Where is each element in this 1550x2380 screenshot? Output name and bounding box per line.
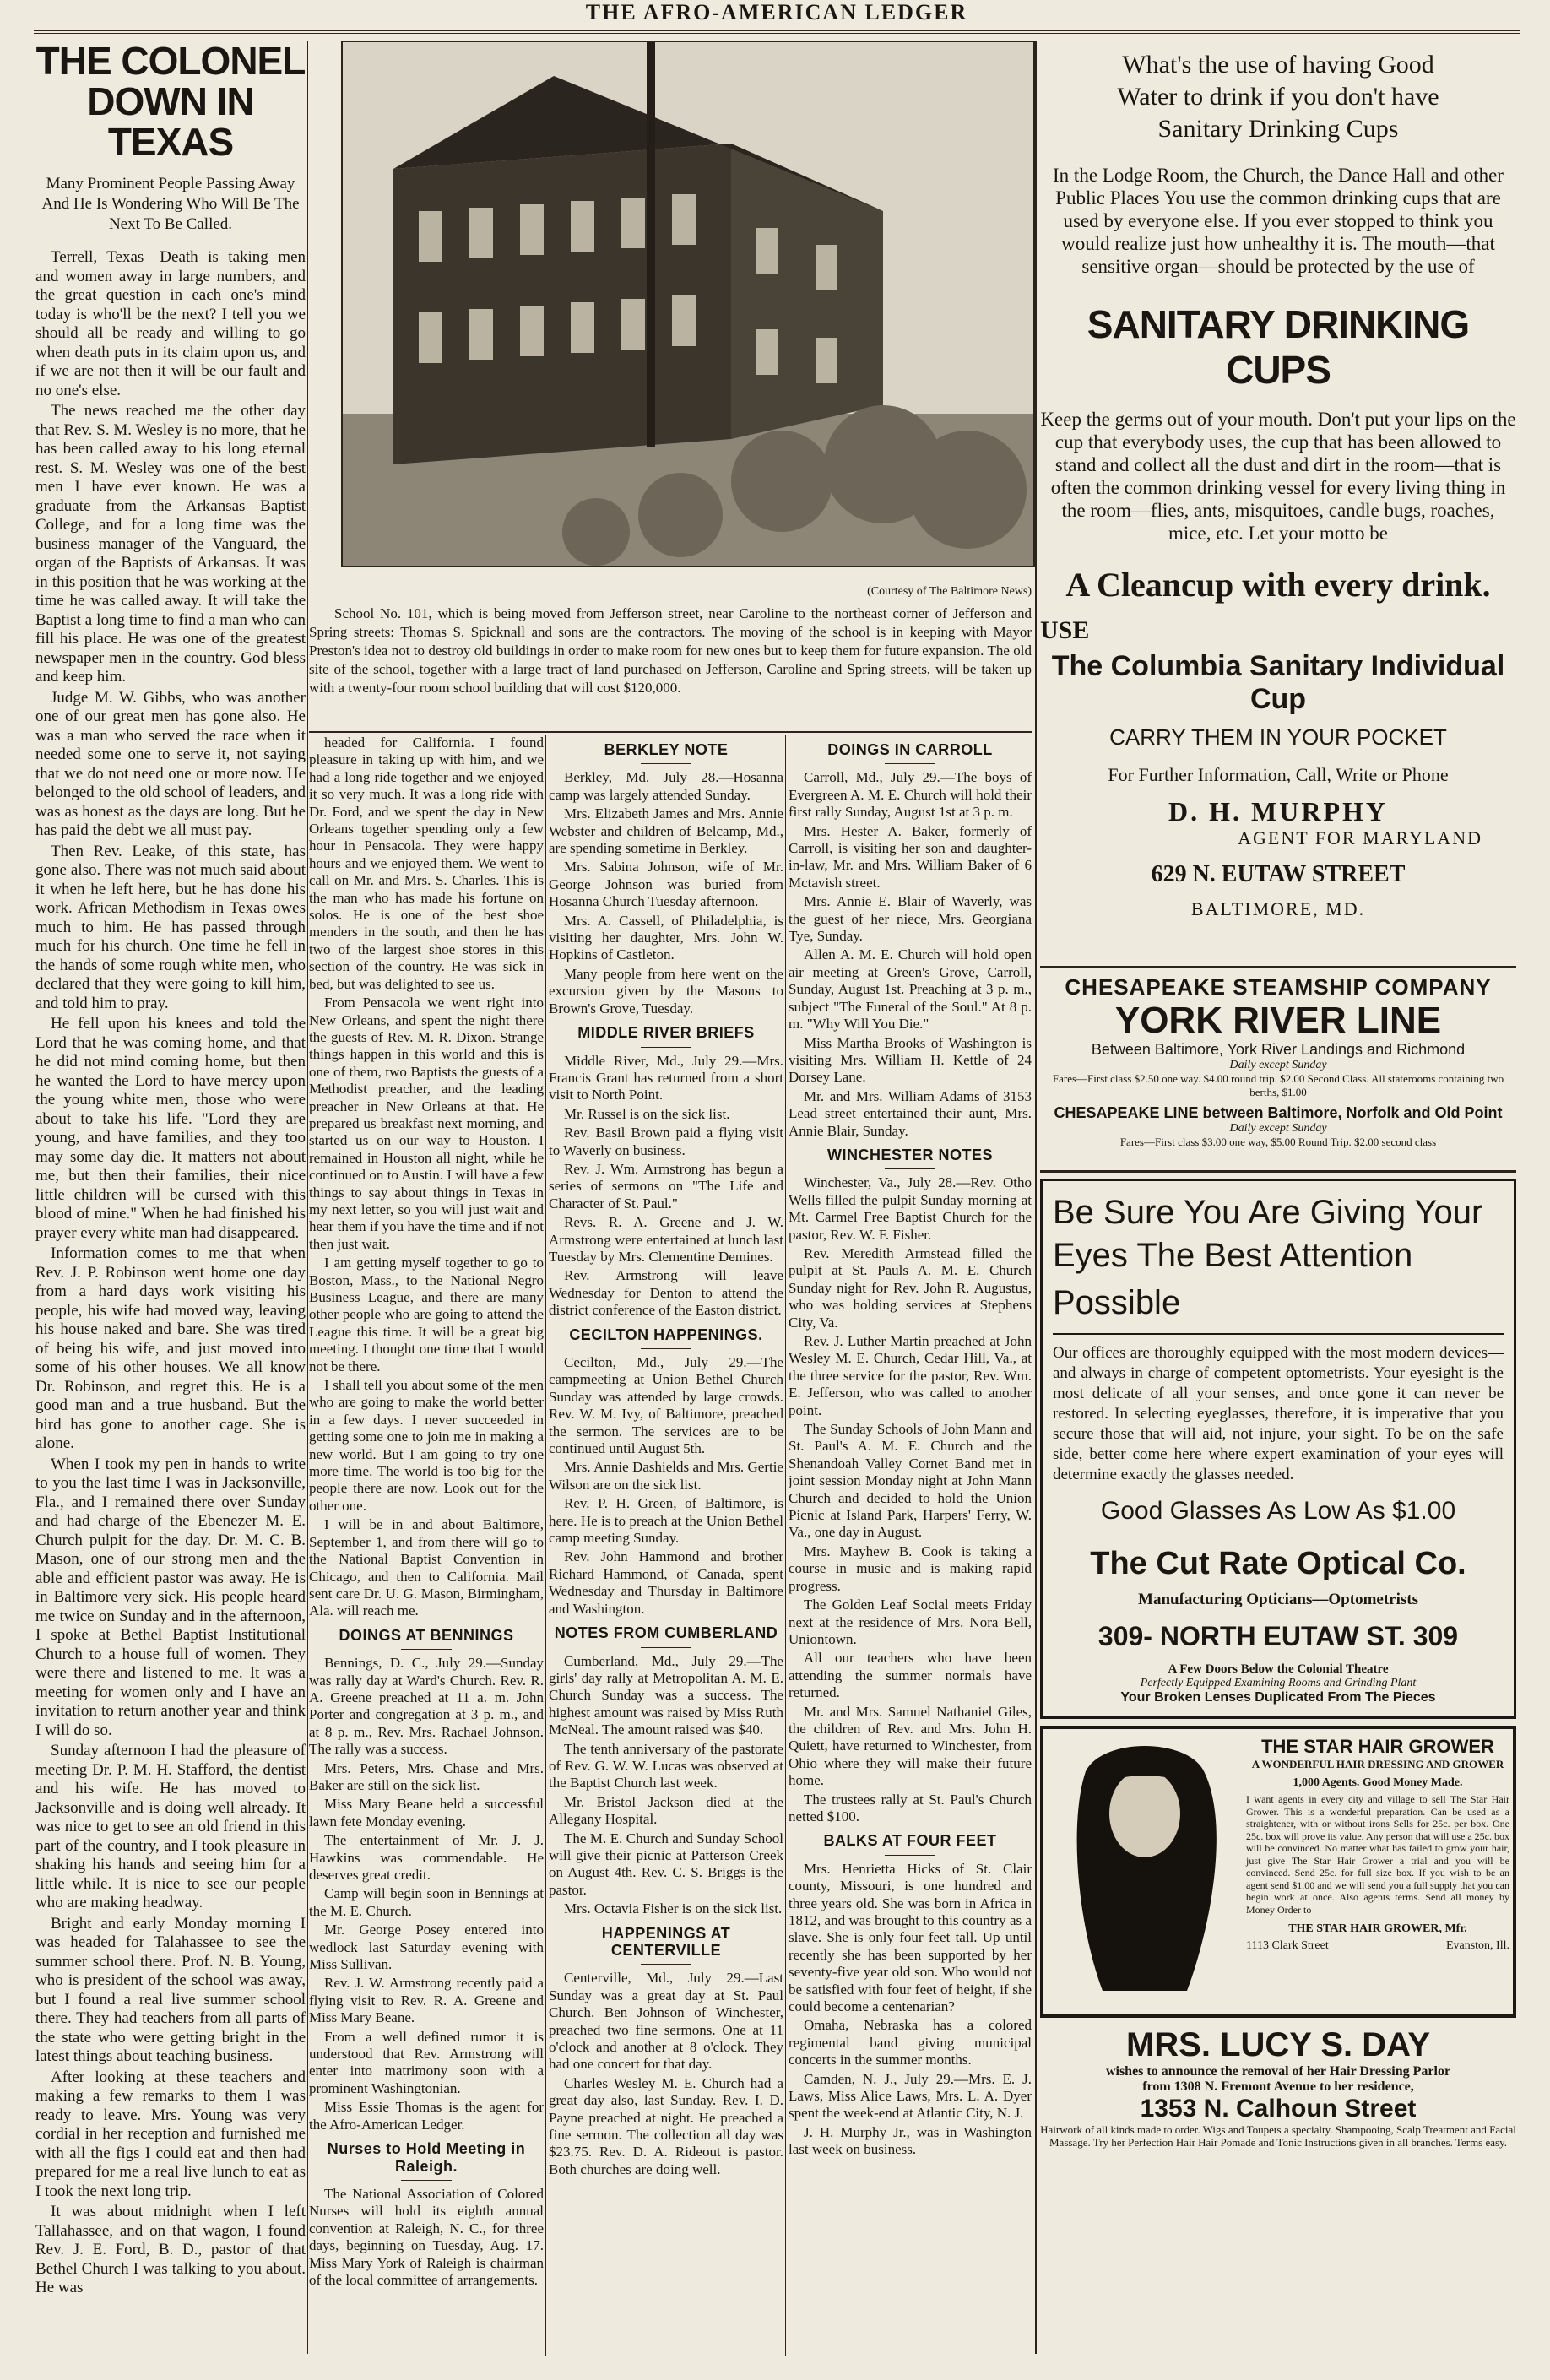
column-rule xyxy=(1035,41,1037,2354)
steamship-fares-2: Fares—First class $3.00 one way, $5.00 Round Trip. $2.00 second class xyxy=(1119,1136,1437,1148)
section-underline xyxy=(641,1348,691,1349)
news-item: Rev. Basil Brown paid a flying visit to Waverly on business. xyxy=(549,1125,783,1158)
news-item: Carroll, Md., July 29.—The boys of Evergreen A. M. E. Church will hold their first rally Sunday, August 1st at 3 p. m. xyxy=(789,769,1032,821)
article-body xyxy=(35,248,306,2298)
hair-agents: 1,000 Agents. Good Money Made. xyxy=(1293,1776,1463,1789)
caption-rule xyxy=(309,731,1032,733)
article-paragraph: When I took my pen in hands to write to you the last time I was in Jacksonville, Fla., and I remained there over Sunday and had charge of the Ebenezer M. E. Church pulpit for the day. Dr. M. C. B. Mason, one of our strong men and the able and efficient pastor was away. He is in Baltimore very sick. His people heard me twice on Sunday and in the afternoon, I spoke at Bethel Baptist Institutional Church to a house full of women. They were there and listened to me. It was a meeting for women only and I have an invitation to return another year and think I will do so. xyxy=(35,1455,306,1739)
news-item: Mrs. Peters, Mrs. Chase and Mrs. Baker are still on the sick list. xyxy=(309,1759,544,1793)
optical-body: Our offices are thoroughly equipped with the most modern devices—and always in charge of competent optometrists. Your eyesight is the most delicate of all your senses, and once gone it can never be restored. In selecting eyeglasses, therefore, it is imperative that you secure those that will aid, not injure, your sight. To be on the safe side, better come here where expert examination of your eyes will determine exactly the glasses needed. xyxy=(1053,1344,1504,1483)
news-item: Allen A. M. E. Church will hold open air meeting at Green's Grove, Carroll, Sunday, August 1st. Preaching at 3 p. m., subject "The Funeral of the Soul." At 8 p. m. "Why Will You Die." xyxy=(789,946,1032,1033)
news-item: Rev. P. H. Green, of Baltimore, is here. He is to preach at the Union Bethel camp meeting Sunday. xyxy=(549,1495,783,1547)
column-1 xyxy=(35,41,306,2354)
article-paragraph: Judge M. W. Gibbs, who was another one of our great men has gone also. He was a man who served the race when it needed some one to serve it, not saying that we do not need one or more now. He belonged to the old school of leaders, and was as honest as the days are long. But he has paid the debt we all must pay. xyxy=(35,688,306,839)
steamship-fares: Fares—First class $2.50 one way. $4.00 round trip. $2.00 Second Class. All staterooms containing two berths, $1.00 xyxy=(1052,1072,1504,1098)
news-item: The tenth anniversary of the pastorate of Rev. G. W. W. Lucas was observed at the Baptist Church last week. xyxy=(549,1740,783,1792)
lucy-line-3: Hairwork of all kinds made to order. Wigs and Toupets a specialty. Shampooing, Scalp Treatment and Facial Massage. Try her Perfection Hair Hair Pomade and Tonic Instructions given in all branches. Terms easy. xyxy=(1040,2123,1516,2149)
news-item: Mr. and Mrs. William Adams of 3153 Lead street entertained their aunt, Mrs. Annie Blair, Sunday. xyxy=(789,1087,1032,1139)
ad-use: USE xyxy=(1040,616,1090,644)
news-item: Camden, N. J., July 29.—Mrs. E. J. Laws, Miss Alice Laws, Mrs. L. A. Dyer spent the week-end at Atlantic City, N. J. xyxy=(789,2070,1032,2122)
news-item: The National Association of Colored Nurses will hold its eighth annual convention at Raleigh, N. C., for three days, beginning on Tuesday, Aug. 17. Miss Mary York of Raleigh is chairman of the local committee of arrangements. xyxy=(309,2185,544,2288)
news-item: Centerville, Md., July 29.—Last Sunday was a great day at St. Paul Church. Ben Johnson of Winchester, preached two fine sermons. One at 11 o'clock and another at 8 o'clock. They had one concert for that day. xyxy=(549,1970,783,2073)
hair-street: 1113 Clark Street xyxy=(1246,1939,1329,1952)
section-headline: MIDDLE RIVER BRIEFS xyxy=(577,1024,755,1042)
article-continuation xyxy=(309,735,544,1620)
optical-headline-1: Be Sure You Are Giving Your xyxy=(1053,1194,1483,1231)
article-paragraph: Then Rev. Leake, of this state, has gone also. There was not much said about it when he left here, but he has done his work. African Methodism in Texas owes much to him. He has passed through much for his church. One time he fell in the hands of some rough white men, who declared that they were going to kill him, and told him to pray. xyxy=(35,842,306,1012)
section-headline: DOINGS AT BENNINGS xyxy=(339,1626,514,1644)
column-3-sections xyxy=(549,741,783,2178)
article-paragraph: I am getting myself together to go to Boston, Mass., to the National Negro Business League, and there are many other people who are going to attend the League this time. It will be a great big meeting. I thought one time that I would not be there. xyxy=(309,1255,544,1374)
ad-product-name: The Columbia Sanitary Individual Cup xyxy=(1051,650,1505,715)
ad-body: In the Lodge Room, the Church, the Dance Hall and other Public Places You use the common drinking cups that are used by everyone else. If you ever stopped to think you would realize just how unhealthy it is. The mouth—that sensitive organ—should be protected by the use of xyxy=(1053,165,1504,277)
section-headline: CECILTON HAPPENINGS. xyxy=(569,1326,763,1343)
section-underline xyxy=(885,1855,935,1856)
photo-caption: School No. 101, which is being moved from Jefferson street, near Caroline to the northeast corner of Jefferson and Spring streets: Thomas S. Spicknall and sons are the contractors. The moving of the school is in keeping with Mayor Preston's idea not to destroy old buildings in order to make room for new ones but to keep them for future expansion. The old site of the school, together with a large tract of land purchased on Jefferson, Caroline and Spring streets, will be taken up with a twenty-four room school building that will cost $120,000. xyxy=(309,605,1032,696)
column-3 xyxy=(549,735,783,2356)
masthead: THE AFRO-AMERICAN LEDGER xyxy=(34,0,1520,34)
news-item: Rev. J. Luther Martin preached at John Wesley M. E. Church, Cedar Hill, Va., at the three service for the pastor, Rev. Wm. E. Jefferson, who was called to another point. xyxy=(789,1333,1032,1418)
hair-illustration xyxy=(1052,1738,1238,2008)
column-4-sections xyxy=(789,741,1032,2159)
news-item: Mr. Russel is on the sick list. xyxy=(564,1105,730,1122)
optical-lenses-1: Perfectly Equipped Examining Rooms and Grinding Plant xyxy=(1140,1677,1417,1689)
section-underline xyxy=(401,2180,452,2181)
ad-city: BALTIMORE, MD. xyxy=(1190,898,1366,919)
optical-address: 309- NORTH EUTAW ST. 309 xyxy=(1097,1621,1459,1651)
hair-company: THE STAR HAIR GROWER, Mfr. xyxy=(1288,1922,1467,1935)
news-item: The trustees rally at St. Paul's Church netted $100. xyxy=(789,1791,1032,1824)
lucy-address: 1353 N. Calhoun Street xyxy=(1140,2095,1417,2122)
ad-product-big: SANITARY DRINKING CUPS xyxy=(1087,302,1470,392)
optical-sub: Manufacturing Opticians—Optometrists xyxy=(1138,1591,1418,1608)
lucy-name: MRS. LUCY S. DAY xyxy=(1125,2026,1431,2063)
section-underline xyxy=(885,1168,935,1169)
article-paragraph: Information comes to me that when Rev. J. P. Robinson went home one day from a hard days work visiting his people, his wife had moved way, leaving his house naked and bare. She was tired of being his wife, and just moved into some of his other houses. We all know Dr. Robinson, and regret this. He is a good man and a true husband. But the bird has gone to another cage. She is alone. xyxy=(35,1244,306,1452)
ad-info: For Further Information, Call, Write or Phone xyxy=(1108,764,1449,785)
news-item: Mrs. A. Cassell, of Philadelphia, is visiting her daughter, Mrs. John W. Hopkins of Castleton. xyxy=(549,912,783,963)
news-item: Mrs. Elizabeth James and Mrs. Annie Webster and children of Belcamp, Md., are spending sometime in Berkley. xyxy=(549,805,783,857)
ad-body-2: Keep the germs out of your mouth. Don't put your lips on the cup that everybody uses, the cup that has been allowed to stand and collect all the dust and dirt in the room—that is often the common drinking vessel for every living thing in the room—flies, ants, misquitoes, candle bugs, roaches, mice, etc. Let your motto be xyxy=(1040,409,1516,544)
hair-sub: A WONDERFUL HAIR DRESSING AND GROWER xyxy=(1251,1758,1504,1770)
news-item: Rev. Armstrong will leave Wednesday for Denton to attend the district conference of the Easton district. xyxy=(549,1267,783,1319)
article-paragraph: From Pensacola we went right into New Orleans, and spent the night there the guests of Rev. M. R. Dixon. Strange things happen in this world and this is one of them, two Baptists the guests of a Methodist preacher, and the leading preacher in New Orleans at that. He prepared us breakfast next morning, and started us on our way to Houston. I remained in Houston all night, while he continued on to Austin. I will have a few things to say about things in Texas in my next letter, so you will just wait and hear them if you have the time and if not then just wait. xyxy=(309,995,544,1252)
news-item: J. H. Murphy Jr., was in Washington last week on business. xyxy=(789,2123,1032,2158)
news-item: Rev. J. Wm. Armstrong has begun a series of sermons on "The Life and Character of St. Paul." xyxy=(549,1160,783,1212)
school-building-image xyxy=(343,42,1033,566)
news-item: Camp will begin soon in Bennings at the M. E. Church. xyxy=(309,1885,544,1919)
news-item: Mrs. Sabina Johnson, wife of Mr. George Johnson was buried from Hosanna Church Tuesday afternoon. xyxy=(549,859,783,910)
section-headline: Nurses to Hold Meeting in Raleigh. xyxy=(327,2140,526,2175)
optical-lenses-2: Your Broken Lenses Duplicated From The Pieces xyxy=(1120,1690,1436,1705)
news-item: Mrs. Annie E. Blair of Waverly, was the guest of her niece, Mrs. Georgiana Tye, Sunday. xyxy=(789,893,1032,945)
news-item: Miss Martha Brooks of Washington is visiting Mrs. William H. Kettle of 24 Dorsey Lane. xyxy=(789,1034,1032,1086)
section-underline xyxy=(641,1647,691,1648)
news-item: Revs. R. A. Greene and J. W. Armstrong were entertained at lunch last Tuesday by Mrs. Clementine Demines. xyxy=(549,1214,783,1265)
article-paragraph: After looking at these teachers and making a few remarks to them I was ready to leave. Mrs. Young was very cordial in her reception and furnished me with all the figs I could eat and then had prepared for me a real live lunch to eat as I took the next long trip. xyxy=(35,2068,306,2200)
article-paragraph: It was about midnight when I left Tallahassee, and on that wagon, I found Rev. J. E. Ford, B. D., pastor of that Bethel Church I was talking to you about. He was xyxy=(35,2203,306,2296)
steamship-ad xyxy=(1040,974,1516,1164)
article-paragraph: Terrell, Texas—Death is taking men and women away in large numbers, and the great question in each one's mind today is who'll be the next? I tell you we should all be ready and willing to go when death puts in its claim upon us, and if we are not then it will be our fault and no one's else. xyxy=(35,248,306,399)
news-item: Mrs. Octavia Fisher is on the sick list. xyxy=(564,1900,783,1917)
steamship-line: YORK RIVER LINE xyxy=(1114,1000,1442,1041)
news-item: Miss Mary Beane held a successful lawn fete Monday evening. xyxy=(309,1796,544,1830)
section-headline: NOTES FROM CUMBERLAND xyxy=(554,1624,778,1642)
section-headline: HAPPENINGS AT CENTERVILLE xyxy=(601,1924,731,1959)
optical-doors: A Few Doors Below the Colonial Theatre xyxy=(1168,1662,1389,1676)
news-item: Cumberland, Md., July 29.—The girls' day rally at Metropolitan A. M. E. Church Sunday was a success. The highest amount was raised by Miss Ruth McNeal. The amount raised was $40. xyxy=(549,1652,783,1738)
hair-body: I want agents in every city and village to sell The Star Hair Grower. This is a wonderful preparation. Can be used as a straightener, with or without irons Sells for 25c. per box. One 25c. box will prove its value. Any person that will use a 25c. box will be convinced. No matter what has failed to grow your hair, just give The Star Hair Grower a trial and you will be convinced. Send 25c. for full size box. If you wish to be an agent send $1.00 and we will send you a full supply that you can begin work at once. Also agents terms. Send all money by Money Order to xyxy=(1246,1793,1509,1916)
section-underline xyxy=(641,1047,691,1048)
column-4 xyxy=(789,735,1032,2356)
steamship-daily: Daily except Sunday xyxy=(1229,1059,1327,1071)
headline-line-1: THE COLONEL xyxy=(35,41,306,83)
ad-agent-name: D. H. MURPHY xyxy=(1168,796,1388,827)
article-paragraph: headed for California. I found pleasure in taking up with him, and we had a long ride together and we enjoyed it so very much. It was a long ride with Dr. Ford, and we spent the day in New Orleans together spending only a few hour in Pensacola. They were happy hours and we enjoyed them. We went to call on Mr. and Mrs. S. Charles. This is the man who has made his fortune on solos. He is one of the best shoe menders in the south, and then he has two of the largest shoe stores in this section of the country. He was sick in bed, but was delighted to see us. xyxy=(309,735,544,992)
news-item: The entertainment of Mr. J. J. Hawkins was commendable. He deserves great credit. xyxy=(309,1832,544,1883)
section-headline: BALKS AT FOUR FEET xyxy=(823,1832,997,1850)
ad-question: What's the use of having Good Water to drink if you don't have Sanitary Drinking Cups xyxy=(1117,51,1439,143)
news-item: Many people from here went on the excursion given by the Masons to Brown's Grove, Tuesday. xyxy=(549,965,783,1017)
steamship-company: CHESAPEAKE STEAMSHIP COMPANY xyxy=(1065,974,1492,1000)
article-paragraph: Sunday afternoon I had the pleasure of meeting Dr. P. M. H. Stafford, the dentist and his wife. He has moved to Jacksonville and is doing well already. It was nice to get to see an old friend in this part of the country, and I took pleasure in shaking his hands and seeing him for a little while. It is nice to see our people who are making headway. xyxy=(35,1742,306,1911)
headline-line-2: DOWN IN TEXAS xyxy=(87,79,254,164)
news-item: Mrs. Henrietta Hicks of St. Clair county, Missouri, is one hundred and three years old. She was born in Africa in 1812, and was brought to this country as a slave. She is only four feet tall. Up until recently she has been supported by her seventy-five year old son. Who would not be satisfied with four feet of height, if she could become a centenarian? xyxy=(789,1860,1032,2015)
hair-city: Evanston, Ill. xyxy=(1445,1939,1509,1952)
news-item: Bennings, D. C., July 29.—Sunday was rally day at Ward's Church. Rev. R. A. Greene preached at 11 a. m. John Porter and congregation at 3 p. m., and at 8 p. m., Rev. Mrs. Rachael Johnson. The rally was a success. xyxy=(309,1655,544,1758)
steamship-route: Between Baltimore, York River Landings and Richmond xyxy=(1091,1041,1466,1058)
news-item: Rev. J. W. Armstrong recently paid a flying visit to Rev. R. A. Greene and Miss Mary Beane. xyxy=(309,1975,544,2026)
news-item: Winchester, Va., July 28.—Rev. Otho Wells filled the pulpit Sunday morning at Mt. Carmel Free Baptist Church for the pastor, Rev. W. F. Fisher. xyxy=(789,1174,1032,1243)
news-item: Miss Essie Thomas is the agent for the Afro-American Ledger. xyxy=(309,2099,544,2133)
news-item: Mrs. Mayhew B. Cook is taking a course in music and is making rapid progress. xyxy=(789,1542,1032,1594)
lucy-day-ad xyxy=(1040,2026,1516,2149)
sanitary-cups-ad xyxy=(1040,49,1516,957)
section-headline: DOINGS IN CARROLL xyxy=(827,741,993,758)
article-paragraph: I shall tell you about some of the men who are going to make the world better in a few days. I never succeeded in getting some one to join me in making a new world. But I am going to try one more time. The world is too big for the people there are now. Look out for the other one. xyxy=(309,1377,544,1514)
article-paragraph: The news reached me the other day that Rev. S. M. Wesley is no more, that he has been called away to his long eternal rest. S. M. Wesley was one of the best men I have ever known. He was a graduate from the Arkansas Baptist College, and for a long time was the business manager of the Vanguard, the organ of the Baptists of Arkansas. It was in this position that he was working at the time he was called away. It will take the Baptist a long time to find a man who can fill his place. He was one of the greatest newspaper men in the country. God bless and keep him. xyxy=(35,402,306,686)
news-item: Mrs. Annie Dashields and Mrs. Gertie Wilson are on the sick list. xyxy=(549,1459,783,1493)
section-underline xyxy=(401,1649,452,1650)
column-rule xyxy=(307,41,308,2354)
column-2-sections xyxy=(309,1627,544,2290)
news-item: The Golden Leaf Social meets Friday next at the residence of Mrs. Nora Bell, Uniontown. xyxy=(789,1597,1032,1647)
section-headline: WINCHESTER NOTES xyxy=(826,1146,993,1163)
article-paragraph: Bright and early Monday morning I was headed for Talahassee to see the summer school there. Prof. N. B. Young, who is president of the school was away, but I found a real live summer school there. They had teachers from all parts of the state who were getting bright in the latest things about teaching business. xyxy=(35,1914,306,2065)
column-rule xyxy=(785,735,786,2356)
section-headline: BERKLEY NOTE xyxy=(604,741,729,758)
news-item: From a well defined rumor it is understood that Rev. Armstrong will enter into matrimony soon with a prominent Washingtonian. xyxy=(309,2028,544,2096)
school-photo xyxy=(341,41,1035,567)
news-item: The M. E. Church and Sunday School will give their picnic at Patterson Creek on August 4th. Rev. C. S. Briggs is the pastor. xyxy=(549,1830,783,1898)
news-item: Rev. Meredith Armstead filled the pulpit at St. Pauls A. M. E. Church Sunday night for Rev. John R. Augustus, who was holding services at Stephens City, Va. xyxy=(789,1244,1032,1331)
article-paragraph: I will be in and about Baltimore, September 1, and from there will go to the National Baptist Convention in Chicago, and then to California. Mail sent care Dr. U. G. Mason, Birmingham, Ala. will reach me. xyxy=(309,1516,544,1619)
ad-rule xyxy=(1040,966,1516,968)
news-item: Omaha, Nebraska has a colored regimental band giving municipal concerts in the summer months. xyxy=(789,2017,1032,2068)
news-item: Mrs. Hester A. Baker, formerly of Carroll, is visiting her son and daughter-in-law, Mr. and Mrs. William Baker of 6 Mctavish street. xyxy=(789,822,1032,891)
photo-credit: (Courtesy of The Baltimore News) xyxy=(867,585,1032,598)
section-underline xyxy=(885,763,935,764)
news-item: Charles Wesley M. E. Church had a great day also, last Sunday. Rev. I. D. Payne preached at night. He preached a fine sermon. The collection all day was $23.75. Rev. D. A. Rideout is pastor. Both churches are doing well. xyxy=(549,2074,783,2177)
ad-rule xyxy=(1040,1170,1516,1173)
photo-caption-block xyxy=(309,583,1032,697)
news-item: Berkley, Md. July 28.—Hosanna camp was largely attended Sunday. xyxy=(549,769,783,803)
lucy-line-2: from 1308 N. Fremont Avenue to her residence, xyxy=(1142,2079,1414,2094)
article-paragraph: He fell upon his knees and told the Lord that he was coming home, and that he did not mind coming home, but then he wanted the Lord to have mercy upon the young white men, those who were about to take his life. "Lord they are young, and have families, and they too may some day die. It matters not about me, but then their families, their nice little children will be cursed with this blood of mine." When he had finished his prayer every white man had disappeared. xyxy=(35,1015,306,1242)
news-item: Mr. and Mrs. Samuel Nathaniel Giles, the children of Rev. and Mrs. John H. Quiett, have returned to Winchester, from Ohio where they will make their future home. xyxy=(789,1703,1032,1789)
steamship-daily-2: Daily except Sunday xyxy=(1229,1122,1327,1135)
ad-agent-title: AGENT FOR MARYLAND xyxy=(1238,827,1482,848)
steamship-line-2: CHESAPEAKE LINE between Baltimore, Norfolk and Old Point xyxy=(1054,1104,1503,1121)
news-item: Rev. John Hammond and brother Richard Hammond, of Canada, spent Wednesday and Thursday in Baltimore and Washington. xyxy=(549,1548,783,1617)
hair-grower-ad xyxy=(1040,1726,1516,2018)
optical-ad xyxy=(1040,1179,1516,1719)
headline-deck: Many Prominent People Passing Away And He Is Wondering Who Will Be The Next To Be Called. xyxy=(41,175,300,233)
optical-company: The Cut Rate Optical Co. xyxy=(1090,1546,1466,1581)
lucy-line-1: wishes to announce the removal of her Hair Dressing Parlor xyxy=(1105,2064,1451,2079)
woman-portrait-icon xyxy=(1052,1738,1238,2008)
section-underline xyxy=(641,763,691,764)
news-item: The Sunday Schools of John Mann and St. Paul's A. M. E. Church and the Shenandoah Valley Cornet Band met in joint session Monday night at John Mann Church and decided to hold the Union Picnic at Island Park, Harpers' Ferry, W. Va., one day in August. xyxy=(789,1421,1032,1541)
news-item: All our teachers who have been attending the summer normals have returned. xyxy=(789,1650,1032,1701)
optical-price: Good Glasses As Low As $1.00 xyxy=(1100,1497,1456,1525)
news-item: Cecilton, Md., July 29.—The campmeeting at Union Bethel Church Sunday was attended by large crowds. Rev. W. M. Ivy, of Baltimore, preached the sermon. The services are to be continued until August 5th. xyxy=(549,1354,783,1457)
ad-motto: A Cleancup with every drink. xyxy=(1065,566,1491,604)
optical-headline-2: Eyes The Best Attention Possible xyxy=(1053,1232,1504,1335)
news-item: Mr. Bristol Jackson died at the Allegany Hospital. xyxy=(549,1793,783,1828)
column-rule xyxy=(545,735,546,2356)
column-2 xyxy=(309,735,544,2356)
ad-tagline: CARRY THEM IN YOUR POCKET xyxy=(1109,724,1447,750)
section-underline xyxy=(641,1964,691,1965)
hair-title: THE STAR HAIR GROWER xyxy=(1261,1736,1494,1757)
news-item: Middle River, Md., July 29.—Mrs. Francis Grant has returned from a short visit to North Point. xyxy=(549,1052,783,1103)
news-item: Mr. George Posey entered into wedlock last Saturday evening with Miss Sullivan. xyxy=(309,1922,544,1973)
ad-address: 629 N. EUTAW STREET xyxy=(1151,861,1406,887)
